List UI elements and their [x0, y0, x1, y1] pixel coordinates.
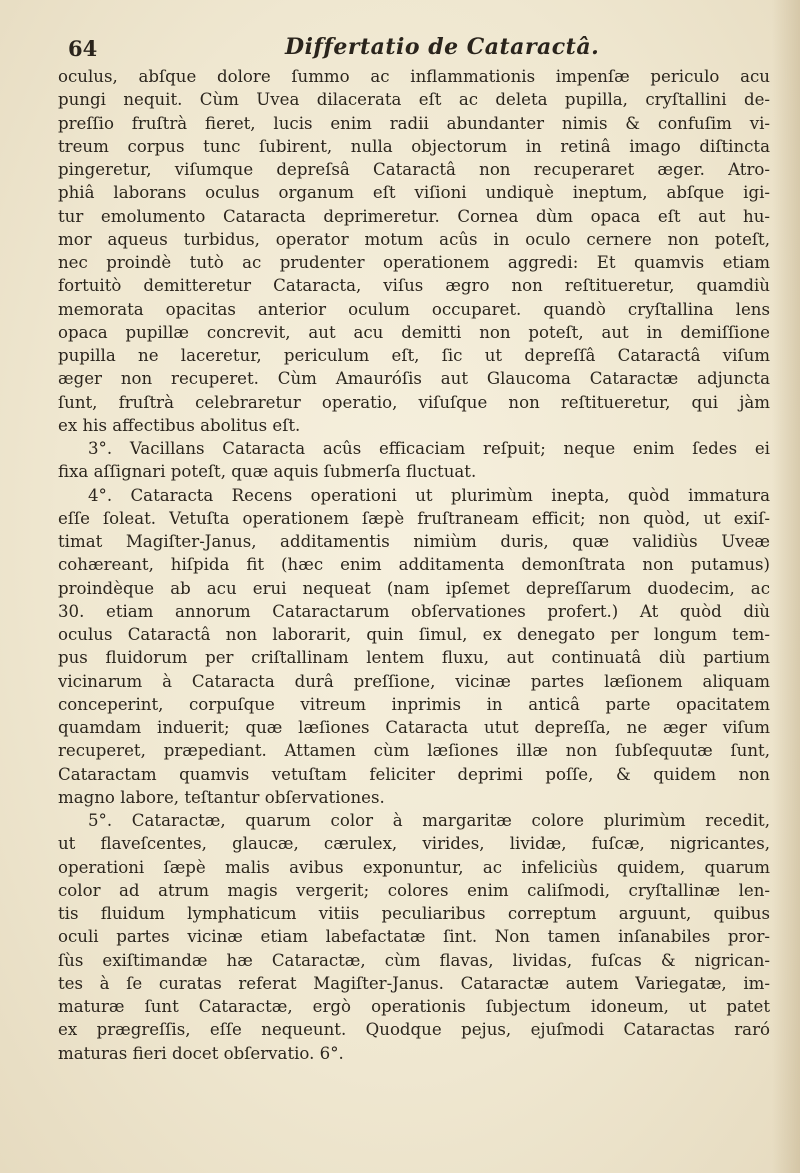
text-line: tis fluidum lymphaticum vitiis peculiaribus correptum arguunt, quibus	[58, 904, 770, 923]
text-line: æger non recuperet. Cùm Amauróſis aut Glaucoma Cataractæ adjuncta	[58, 369, 770, 389]
text-line: oculi partes vicinæ etiam labefactatæ ſint. Non tamen inſanabiles pror-	[58, 927, 770, 947]
text-line: mor aqueus turbidus, operator motum acûs in oculo cernere non poteſt,	[58, 229, 770, 249]
text-line: oculus Cataractâ non laborarit, quin ſimul, ex denegato per longum tem-	[58, 625, 770, 644]
text-line: cohæreant, hiſpida fit (hæc enim additamenta demonſtrata non putamus)	[58, 555, 770, 575]
text-line: ſunt, fruſtrà celebraretur operatio, viſuſque non reſtitueretur, qui jàm	[58, 392, 770, 412]
text-line: 5°. Cataractæ, quarum color à margaritæ colore plurimùm recedit,	[88, 811, 770, 830]
text-line: memorata opacitas anterior oculum occuparet. quandò cryſtallina lens	[58, 299, 770, 319]
text-line: eſſe ſoleat. Vetuſta operationem ſæpè fruſtraneam efficit; non quòd, ut exiſ-	[58, 508, 770, 528]
text-line: ex his affectibus abolitus eſt.	[58, 415, 301, 435]
text-line: fortuitò demitteretur Cataracta, viſus ægro non reſtitueretur, quamdiù	[58, 276, 770, 296]
text-line: oculus, abſque dolore ſummo ac inflammationis impenſæ periculo acu	[58, 67, 770, 86]
text-line: tur emolumento Cataracta deprimeretur. Cornea dùm opaca eſt aut hu-	[58, 206, 770, 226]
text-line: maturas fieri docet obſervatio. 6°.	[58, 1043, 344, 1063]
text-line: vicinarum à Cataracta durâ preſſione, vicinæ partes læſionem aliquam	[58, 671, 770, 691]
text-line: ut flaveſcentes, glaucæ, cærulex, virides, lividæ, fuſcæ, nigricantes,	[58, 834, 770, 854]
text-line: conceperint, corpuſque vitreum inprimis in anticâ parte opacitatem	[58, 694, 770, 714]
text-line: ſùs exiſtimandæ hæ Cataractæ, cùm flavas, lividas, fuſcas & nigrican-	[58, 950, 770, 970]
text-line: recuperet, præpediant. Attamen cùm læſiones illæ non ſubſequutæ ſunt,	[58, 741, 770, 761]
text-line: preſſio fruſtrà fieret, lucis enim radii abundanter nimis & confuſim vi-	[58, 113, 770, 133]
text-line: 3°. Vacillans Cataracta acûs efficaciam reſpuit; neque enim ſedes ei	[88, 439, 770, 458]
text-line: maturæ ſunt Cataractæ, ergò operationis ſubjectum idoneum, ut patet	[58, 997, 770, 1016]
text-line: operationi ſæpè malis avibus exponuntur, ac infeliciùs quidem, quarum	[58, 857, 770, 877]
text-line: pungi nequit. Cùm Uvea dilacerata eſt ac deleta pupilla, cryſtallini de-	[58, 90, 770, 110]
text-line: nec proindè tutò ac prudenter operationem aggredi: Et quamvis etiam	[58, 253, 770, 272]
text-line: fixa aſſignari poteſt, quæ aquis ſubmerſa fluctuat.	[58, 462, 477, 482]
text-line: 4°. Cataracta Recens operationi ut plurimùm inepta, quòd immatura	[88, 485, 770, 505]
text-line: timat Magiſter-Janus, additamentis nimiùm duris, quæ validiùs Uveæ	[58, 532, 770, 551]
text-line: tes à ſe curatas referat Magiſter-Janus. Cataractæ autem Variegatæ, im-	[58, 973, 770, 993]
page-header	[60, 30, 760, 64]
text-line: phiâ laborans oculus organum eſt viſioni undiquè ineptum, abſque igi-	[58, 183, 770, 203]
page-number: 64	[68, 36, 98, 61]
running-title: Differtatio de Cataractâ.	[285, 34, 600, 60]
text-line: 30. etiam annorum Cataractarum obſervationes profert.) At quòd diù	[58, 601, 770, 621]
text-line: pus fluidorum per criſtallinam lentem fluxu, aut continuatâ diù partium	[58, 648, 770, 668]
body-text	[58, 65, 770, 1065]
text-line: Cataractam quamvis vetuſtam feliciter deprimi poſſe, & quidem non	[58, 764, 770, 784]
text-line: magno labore, teſtantur obſervationes.	[58, 787, 385, 807]
page-edge-shadow	[772, 0, 800, 1173]
text-line: pupilla ne laceretur, periculum eſt, ſic ut depreſſâ Cataractâ viſum	[58, 346, 770, 365]
text-line: treum corpus tunc ſubirent, nulla objectorum in retinâ imago diſtincta	[58, 136, 770, 156]
text-line: ex prægreſſis, eſſe nequeunt. Quodque pejus, ejuſmodi Cataractas raró	[58, 1020, 770, 1040]
text-line: color ad atrum magis vergerit; colores enim caliſmodi, cryſtallinæ len-	[58, 880, 770, 900]
text-line: pingeretur, viſumque depreſsâ Cataractâ non recuperaret æger. Atro-	[58, 160, 770, 179]
text-line: proindèque ab acu erui nequeat (nam ipſemet depreſſarum duodecim, ac	[58, 578, 770, 598]
text-line: opaca pupillæ concrevit, aut acu demitti non poteſt, aut in demiſſione	[58, 322, 770, 342]
text-line: quamdam induerit; quæ læſiones Cataracta utut depreſſa, ne æger viſum	[58, 718, 770, 737]
